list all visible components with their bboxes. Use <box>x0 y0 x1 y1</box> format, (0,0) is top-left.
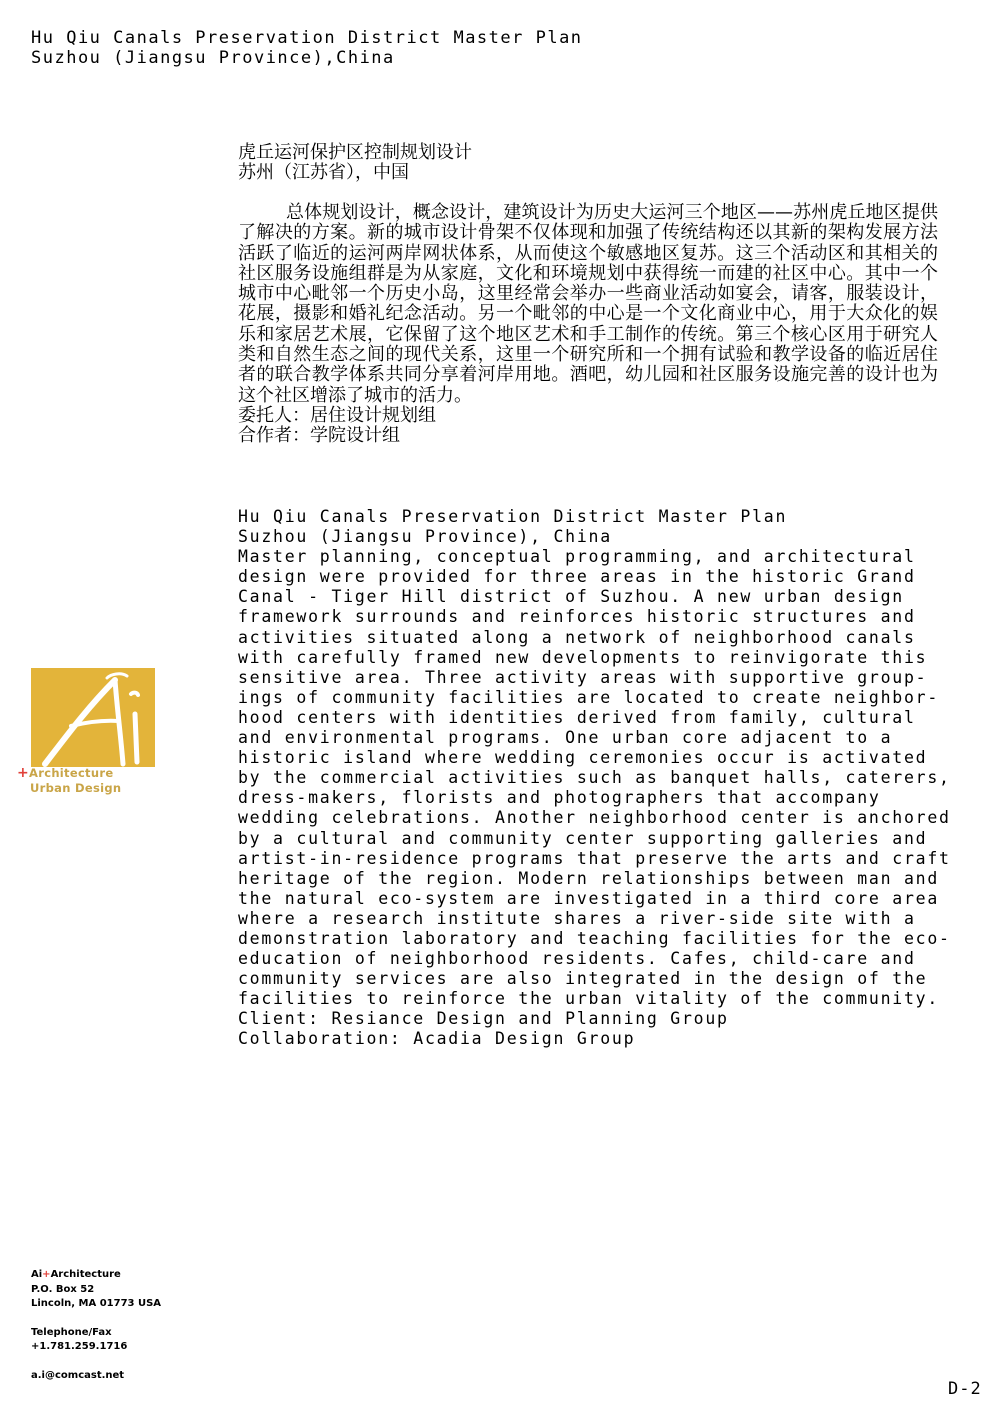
phone-number: +1.781.259.1716 <box>31 1341 128 1352</box>
logo-caption <box>17 766 121 796</box>
address-line-1: P.O. Box 52 <box>31 1283 95 1295</box>
chinese-description <box>238 143 938 446</box>
english-line: heritage of the region. Modern relationships between man and <box>238 868 940 888</box>
english-line: community services are also integrated in the design of the <box>238 969 928 989</box>
logo-architecture-text: Architecture <box>29 766 114 780</box>
chinese-title-block <box>238 143 938 183</box>
chinese-body: 总体规划设计，概念设计，建筑设计为历史大运河三个地区——苏州虎丘地区提供了解决的方案。新的城市设计骨架不仅体现和加强了传统结构还以其新的架构发展方法活跃了临近的运河两岸网状体系，从而使这个敏感地区复苏。这三个活动区和其相关的社区服务设施组群是为从家庭，文化和环境规划中获得统一而建的社区中心。其中一个城市中心毗邻一个历史小岛，这里经常会举办一些商业活动如宴会，请客，服装设计，花展，摄影和婚礼纪念活动。另一个毗邻的中心是一个文化商业中心，用于大众化的娱乐和家居艺术展，它保留了这个地区艺术和手工制作的传统。第三个核心区用于研究人类和自然生态之间的现代关系，这里一个研究所和一个拥有试验和教学设备的临近居住者的联合教学体系共同分享着河岸用地。酒吧，幼儿园和社区服务设施完善的设计也为这个社区增添了城市的活力。 <box>238 202 938 406</box>
address-line-2: Lincoln, MA 01773 USA <box>31 1298 162 1309</box>
english-line: by a cultural and community center supporting galleries and <box>238 828 928 848</box>
plus-icon: + <box>17 765 30 781</box>
english-line: historic island where wedding ceremonies occur is activated <box>238 748 928 768</box>
english-line: the natural eco-system are investigated in a third core area <box>238 888 940 908</box>
plus-icon: + <box>42 1269 51 1280</box>
chinese-collaboration: 合作者：学院设计组 <box>238 424 400 446</box>
ai-logo-mark <box>31 668 155 767</box>
english-line: wedding celebrations. Another neighborhood center is anchored <box>238 808 951 828</box>
english-line: sensitive area. Three activity areas with supportive group- <box>238 667 928 687</box>
english-line: facilities to reinforce the urban vitality of the community. <box>238 989 940 1009</box>
english-line: ings of community facilities are located to create neighbor- <box>238 687 940 707</box>
english-line: with carefully framed new developments to reinvigorate this <box>238 647 928 667</box>
logo-caption-line1 <box>17 766 121 781</box>
header-title: Hu Qiu Canals Preservation District Master Plan <box>31 28 583 48</box>
english-line: where a research institute shares a river-side site with a <box>238 908 916 928</box>
page-number: D-2 <box>948 1379 982 1399</box>
phone-label: Telephone/Fax <box>31 1326 112 1338</box>
english-line: by the commercial activities such as banquet halls, caterers, <box>238 768 951 788</box>
logo-urban-design-text: Urban Design <box>30 781 122 795</box>
contact-block <box>31 1268 161 1383</box>
page-header <box>31 28 583 68</box>
english-line: hood centers with identities derived from family, cultural <box>238 707 916 727</box>
english-line: and environmental programs. One urban core adjacent to a <box>238 728 893 748</box>
english-collaboration: Collaboration: Acadia Design Group <box>238 1029 636 1049</box>
english-line: artist-in-residence programs that preserve the arts and craft <box>238 848 951 868</box>
email-link[interactable]: a.i@comcast.net <box>31 1369 125 1381</box>
english-line: dress-makers, florists and photographers that accompany <box>238 788 881 808</box>
english-line: activities situated along a network of neighborhood canals <box>238 627 916 647</box>
english-line: demonstration laboratory and teaching facilities for the eco- <box>238 928 951 948</box>
chinese-credits <box>238 406 938 446</box>
english-line: design were provided for three areas in the historic Grand <box>238 567 916 587</box>
english-client: Client: Resiance Design and Planning Group <box>238 1009 729 1029</box>
english-line: Hu Qiu Canals Preservation District Master Plan <box>238 507 788 526</box>
chinese-title: 虎丘运河保护区控制规划设计 <box>238 142 472 163</box>
english-line: Suzhou (Jiangsu Province), China <box>238 527 612 547</box>
english-line: framework surrounds and reinforces historic structures and <box>238 607 916 627</box>
chinese-location: 苏州（江苏省），中国 <box>238 162 409 183</box>
english-line: Master planning, conceptual programming, and architectural <box>238 547 916 567</box>
firm-name <box>31 1268 161 1283</box>
english-line: education of neighborhood residents. Cafes, child-care and <box>238 949 916 969</box>
english-description <box>238 507 958 1050</box>
firm-name-suffix: Architecture <box>50 1269 121 1280</box>
firm-name-prefix: Ai <box>31 1269 43 1280</box>
ai-logo-glyph <box>31 668 155 767</box>
english-line: Canal - Tiger Hill district of Suzhou. A new urban design <box>238 587 904 607</box>
header-location: Suzhou (Jiangsu Province),China <box>31 48 395 68</box>
chinese-client: 委托人：居住设计规划组 <box>238 404 436 426</box>
